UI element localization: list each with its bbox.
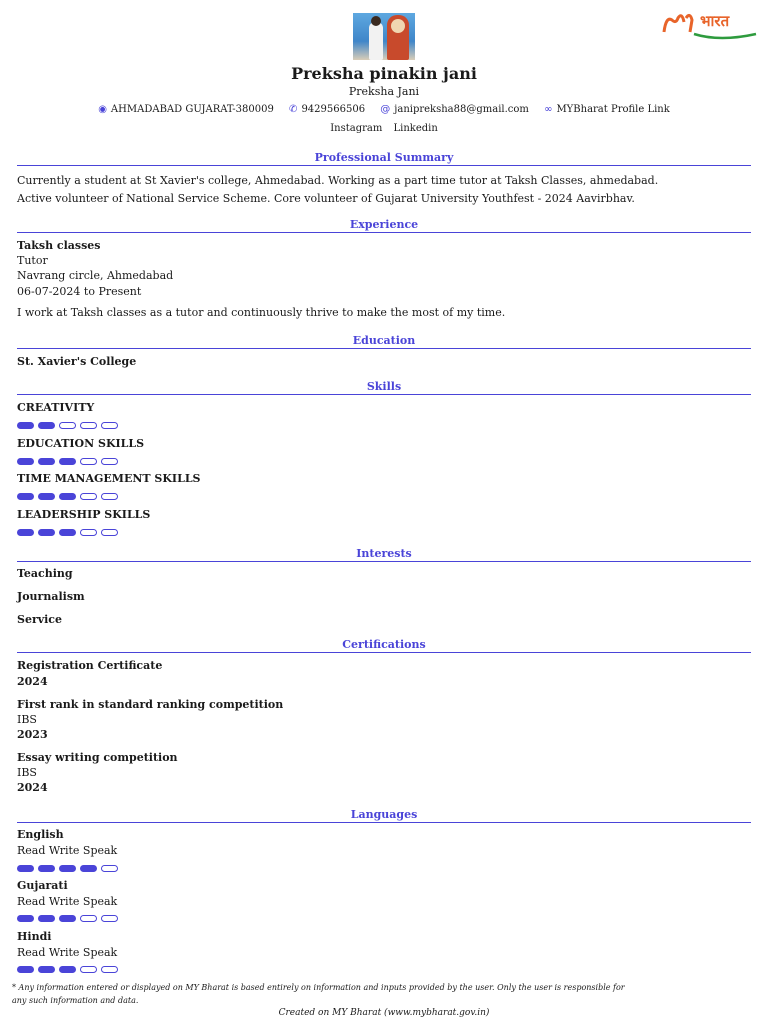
- certification-name: Registration Certificate: [17, 659, 163, 672]
- rating-pill: [101, 458, 118, 465]
- rating-pill: [101, 493, 118, 500]
- rating-pill: [101, 529, 118, 536]
- rating-pill: [17, 529, 34, 536]
- experience-role: Tutor: [17, 254, 48, 267]
- rating-pill: [38, 529, 55, 536]
- rating-pill: [17, 493, 34, 500]
- skill-name: TIME MANAGEMENT SKILLS: [17, 472, 201, 485]
- rating-pill: [80, 493, 97, 500]
- link-icon: ∞: [544, 104, 553, 115]
- candidate-name: Preksha pinakin jani: [291, 64, 477, 83]
- language-skills: Read Write Speak: [17, 895, 118, 908]
- experience-dates: 06-07-2024 to Present: [17, 285, 142, 298]
- experience-description: I work at Taksh classes as a tutor and continuously thrive to make the most of my time.: [17, 306, 506, 319]
- location-pin-icon: ◉: [98, 104, 107, 115]
- rating-pill: [17, 458, 34, 465]
- rating-pill: [80, 458, 97, 465]
- rating-pill: [59, 458, 76, 465]
- contact-email[interactable]: @ janipreksha88@gmail.com: [380, 104, 529, 115]
- certification-issuer: IBS: [17, 713, 37, 726]
- section-title-skills: Skills: [17, 380, 751, 395]
- rating-pill: [59, 422, 76, 429]
- summary-line-1: Currently a student at St Xavier's college, Ahmedabad. Working as a part time tutor at Taksh Classes, ahmedabad.: [17, 174, 659, 187]
- certification-issuer: IBS: [17, 766, 37, 779]
- profile-photo: [353, 13, 415, 60]
- contact-address: ◉ AHMADABAD GUJARAT-380009: [98, 104, 274, 115]
- certification-name: First rank in standard ranking competition: [17, 698, 284, 711]
- rating-pill: [38, 493, 55, 500]
- rating-pill: [38, 458, 55, 465]
- rating-pill: [80, 915, 97, 922]
- rating-pill: [17, 915, 34, 922]
- certification-year: 2024: [17, 675, 48, 688]
- rating-pill: [17, 422, 34, 429]
- language-name: Hindi: [17, 930, 52, 943]
- certification-year: 2024: [17, 781, 48, 794]
- section-title-languages: Languages: [17, 808, 751, 823]
- interest-item: Service: [17, 613, 63, 626]
- contact-phone[interactable]: ✆ 9429566506: [289, 104, 366, 115]
- rating-pill: [80, 865, 97, 872]
- phone-icon: ✆: [289, 104, 298, 115]
- instagram-link[interactable]: Instagram: [330, 123, 383, 134]
- rating-pill: [17, 966, 34, 973]
- rating-pill: [59, 529, 76, 536]
- profile-link[interactable]: ∞ MYBharat Profile Link: [544, 104, 670, 115]
- experience-company: Taksh classes: [17, 239, 101, 252]
- skill-name: EDUCATION SKILLS: [17, 437, 145, 450]
- section-title-summary: Professional Summary: [17, 151, 751, 166]
- rating-pill: [59, 493, 76, 500]
- experience-location: Navrang circle, Ahmedabad: [17, 269, 174, 282]
- rating-pill: [59, 915, 76, 922]
- rating-pill: [101, 966, 118, 973]
- at-sign-icon: @: [380, 104, 391, 115]
- section-title-interests: Interests: [17, 547, 751, 562]
- rating-pill: [38, 865, 55, 872]
- mybharat-logo: [660, 8, 760, 40]
- rating-pill: [59, 966, 76, 973]
- rating-pill: [38, 422, 55, 429]
- rating-pill: [38, 966, 55, 973]
- language-name: Gujarati: [17, 879, 68, 892]
- contact-bar: [0, 104, 768, 115]
- skill-name: LEADERSHIP SKILLS: [17, 508, 151, 521]
- rating-pill: [101, 422, 118, 429]
- certification-year: 2023: [17, 728, 48, 741]
- section-title-education: Education: [17, 334, 751, 349]
- interest-item: Teaching: [17, 567, 73, 580]
- rating-pill: [101, 865, 118, 872]
- interest-item: Journalism: [17, 590, 85, 603]
- skill-name: CREATIVITY: [17, 401, 95, 414]
- linkedin-link[interactable]: Linkedin: [393, 123, 438, 134]
- svg-text:भारत: भारत: [700, 12, 730, 30]
- language-skills: Read Write Speak: [17, 946, 118, 959]
- language-skills: Read Write Speak: [17, 844, 118, 857]
- summary-line-2: Active volunteer of National Service Scheme. Core volunteer of Gujarat University Youthfest - 2024 Aavirbhav.: [17, 192, 635, 205]
- social-links: [0, 123, 768, 134]
- rating-pill: [80, 966, 97, 973]
- education-school: St. Xavier's College: [17, 355, 137, 368]
- created-on-note: Created on MY Bharat (www.mybharat.gov.in): [278, 1008, 490, 1018]
- certification-name: Essay writing competition: [17, 751, 178, 764]
- section-title-certifications: Certifications: [17, 638, 751, 653]
- rating-pill: [80, 422, 97, 429]
- rating-pill: [101, 915, 118, 922]
- rating-pill: [17, 865, 34, 872]
- rating-pill: [38, 915, 55, 922]
- candidate-display-name: Preksha Jani: [348, 85, 420, 98]
- rating-pill: [59, 865, 76, 872]
- rating-pill: [80, 529, 97, 536]
- section-title-experience: Experience: [17, 218, 751, 233]
- disclaimer: * Any information entered or displayed on MY Bharat is based entirely on information and inputs provided by the user. Only the user is responsible for any such information and data.: [12, 983, 625, 1005]
- language-name: English: [17, 828, 64, 841]
